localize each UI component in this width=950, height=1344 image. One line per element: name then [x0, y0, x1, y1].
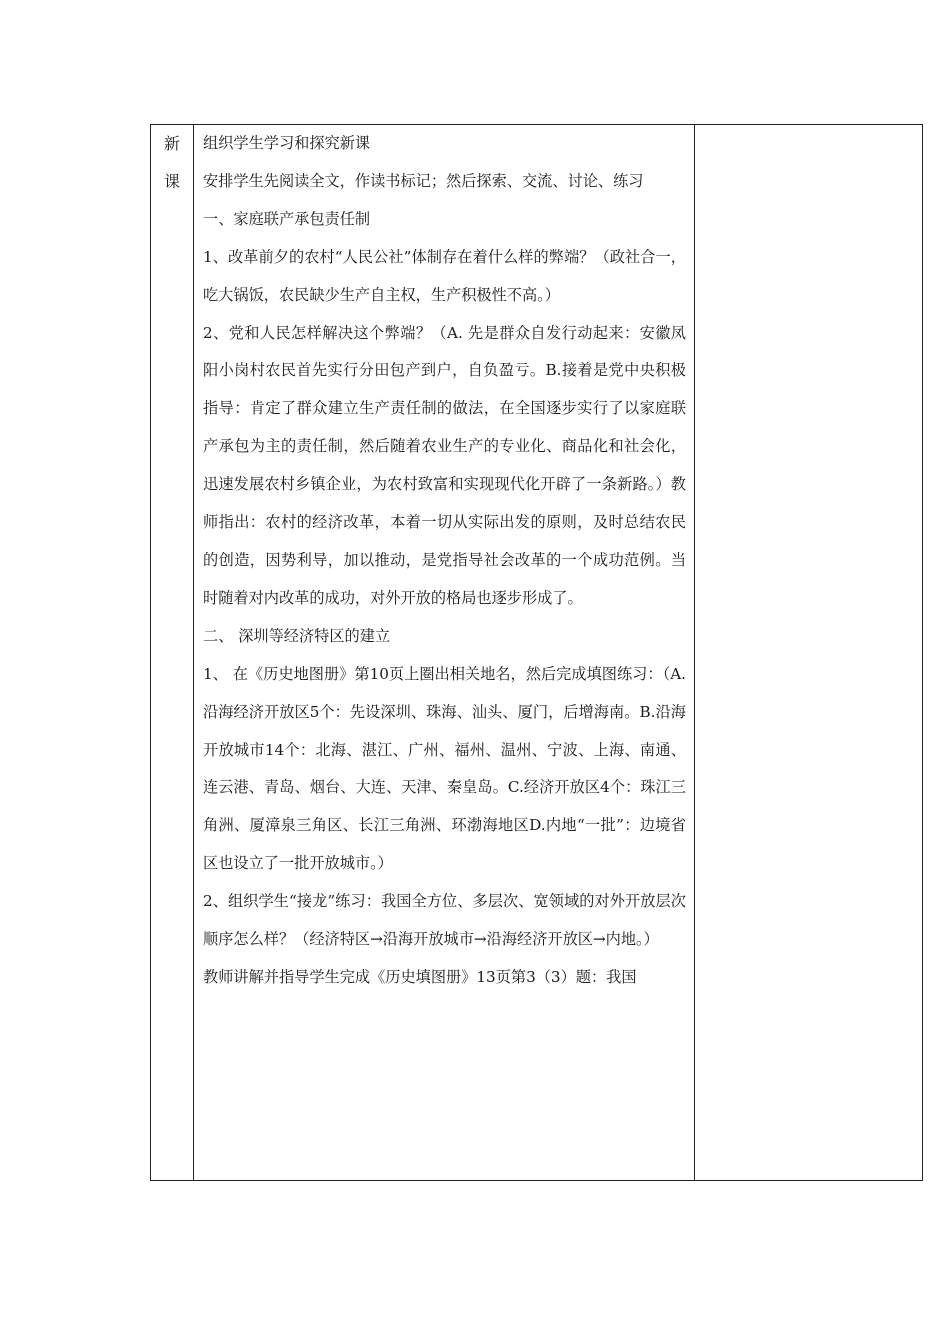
section-label	[151, 125, 193, 201]
content-text	[194, 125, 694, 1180]
paragraph-relay-exercise: 2、组织学生“接龙”练习：我国全方位、多层次、宽领域的对外开放层次顺序怎么样？（经济特区→沿海开放城市→沿海经济开放区→内地。）	[203, 892, 686, 949]
heading-section-2: 二、 深圳等经济特区的建立	[203, 626, 391, 645]
paragraph-arrangement: 安排学生先阅读全文，作读书标记；然后探索、交流、讨论、练习	[203, 171, 644, 190]
content-cell	[194, 125, 695, 1181]
paragraph-teacher-explain: 教师讲解并指导学生完成《历史填图册》13页第3（3）题：我国	[203, 967, 637, 986]
notes-cell	[695, 125, 923, 1181]
lesson-plan-table	[150, 124, 923, 1181]
section-label-char-1: 新	[163, 134, 180, 153]
table-row	[151, 125, 923, 1181]
paragraph-map-exercise: 1、 在《历史地图册》第10页上圈出相关地名，然后完成填图练习：（A.沿海经济开放区5个：先设深圳、珠海、汕头、厦门，后增海南。B.沿海开放城市14个：北海、湛江、广州、福州、温州、宁波、上海、南通、连云港、青岛、烟台、大连、天津、秦皇岛。C.经济开放区4个：珠江三角洲、厦漳泉三角区、长江三角洲、环渤海地区D.内地“一批”：边境省区也设立了一批开放城市。）	[203, 664, 686, 873]
paragraph-intro: 组织学生学习和探究新课	[203, 134, 371, 152]
paragraph-question-1: 1、改革前夕的农村“人民公社”体制存在着什么样的弊端？（政社合一，吃大锅饭，农民缺少生产自主权，生产积极性不高。）	[203, 247, 686, 304]
section-label-char-2: 课	[163, 172, 180, 191]
heading-section-1: 一、家庭联产承包责任制	[203, 209, 371, 228]
paragraph-question-2: 2、党和人民怎样解决这个弊端？（A. 先是群众自发行动起来：安徽凤阳小岗村农民首先实行分田包产到户，自负盈亏。B.接着是党中央积极指导：肯定了群众建立生产责任制的做法，在全国逐步实行了以家庭联产承包为主的责任制，然后随着农业生产的专业化、商品化和社会化，迅速发展农村乡镇企业，为农村致富和实现现代化开辟了一条新路。）教师指出：农村的经济改革，本着一切从实际出发的原则，及时总结农民的创造，因势利导，加以推动，是党指导社会改革的一个成功范例。当时随着对内改革的成功，对外开放的格局也逐步形成了。	[203, 323, 686, 607]
section-label-cell	[151, 125, 194, 1181]
